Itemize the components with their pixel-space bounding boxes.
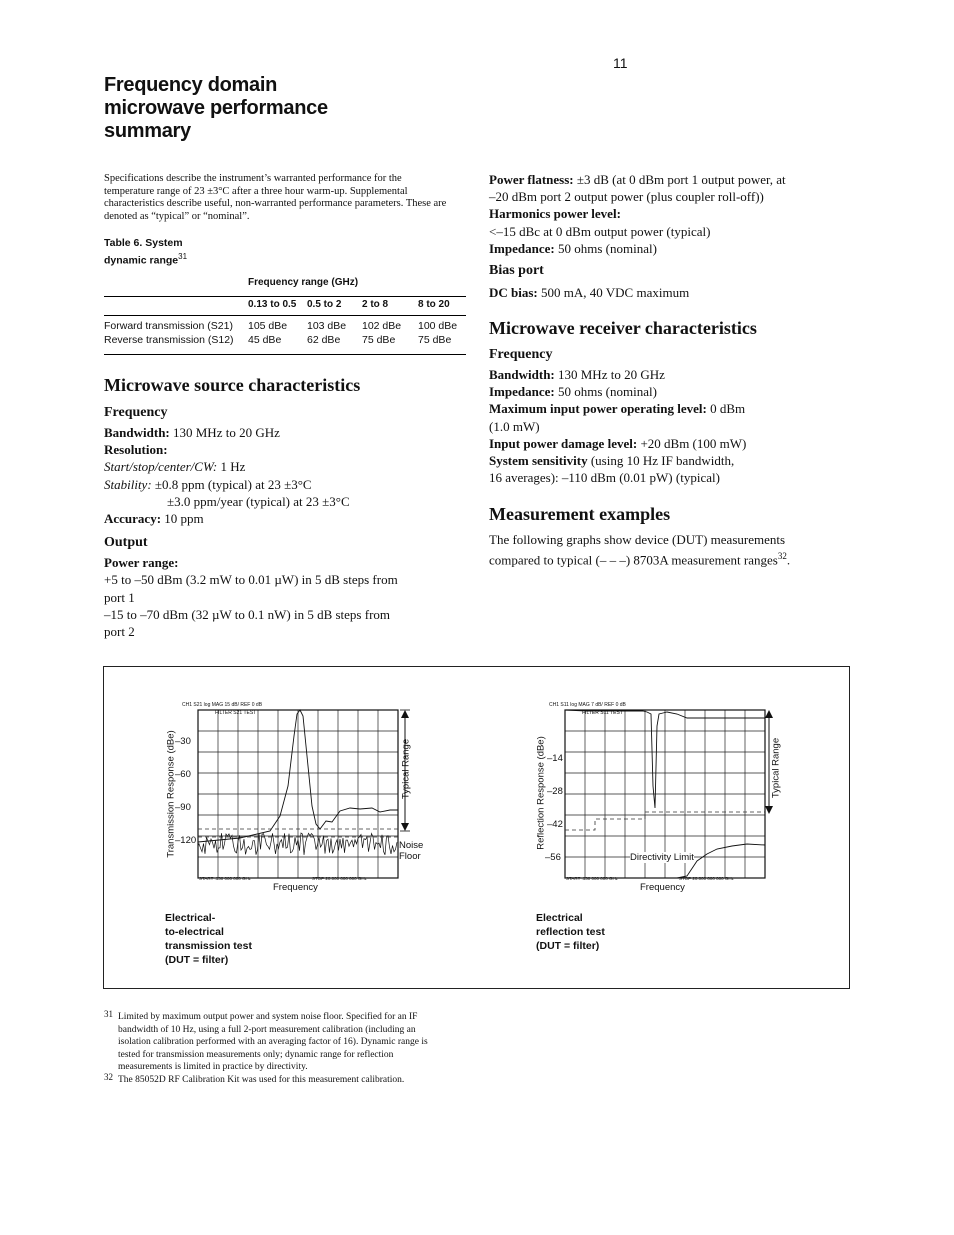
screen-subheader: FILTER S11 TEST — [582, 710, 623, 716]
screen-header: CH1 S11 log MAG 7 dB/ REF 0 dB — [549, 702, 626, 708]
spec-label: Impedance: — [489, 384, 555, 400]
spec-label: Input power damage level: — [489, 435, 638, 451]
section-heading: Microwave receiver characteristics — [489, 318, 757, 338]
spec-value: 500 mA, 40 VDC maximum — [537, 285, 690, 300]
screen-footer: START .130 000 000 GHz — [199, 876, 252, 881]
reflection-plot — [527, 696, 787, 896]
spec-value: +20 dBm (100 mW) — [637, 435, 747, 451]
footnote — [104, 1071, 444, 1087]
footnote-text: Limited by maximum output power and system noise floor. Specified for an IF bandwidth of 10 Hz, using a full 2-port measurement calibration (including an isolation calibration performed with an averaging factor of 16). Dynamic range is tested for transmission measurements only; dynamic range for reflection measurements is limited in practice by directivity. — [118, 1012, 428, 1072]
y-tick-label: –14 — [547, 753, 563, 764]
y-tick-label: –120 — [175, 835, 197, 846]
y-tick-label: –30 — [175, 736, 191, 747]
table-rule — [104, 315, 466, 316]
spec-value: 10 ppm — [161, 511, 204, 527]
spec-value: 50 ohms (nominal) — [554, 240, 657, 256]
spec-value: port 1 — [104, 589, 135, 605]
screen-subheader: FILTER S21 TEST — [215, 710, 257, 716]
examples-text: compared to typical (– – –) 8703A measurement ranges — [489, 552, 778, 568]
footnote-number: 31 — [104, 1009, 113, 1019]
table-row-label: Reverse transmission (S12) — [104, 334, 234, 346]
table-column-header: 2 to 8 — [362, 299, 389, 310]
table-column-header: 0.13 to 0.5 — [248, 299, 297, 310]
spec-value: <–15 dBc at 0 dBm output power (typical) — [489, 223, 711, 239]
y-tick-label: –60 — [175, 769, 191, 780]
arrow-head-icon — [765, 806, 773, 814]
spec-label: Power flatness: — [489, 172, 574, 187]
footnotes — [104, 1011, 444, 1086]
spec-label: Bandwidth: — [489, 367, 555, 382]
spec-block — [104, 424, 454, 527]
directivity-limit-label: Directivity Limit — [630, 852, 694, 863]
spec-value: ±0.8 ppm (typical) at 23 ±3°C — [151, 476, 312, 492]
spec-value: +5 to –50 dBm (3.2 mW to 0.01 µW) in 5 dB steps from — [104, 572, 398, 588]
typical-range-label: Typical Range — [770, 737, 782, 799]
spec-label: Maximum input power operating level: — [489, 401, 707, 417]
y-axis-label: Reflection Response (dBe) — [535, 736, 547, 850]
spec-value: ±3 dB (at 0 dBm port 1 output power, at — [573, 172, 786, 187]
x-axis-label: Frequency — [640, 882, 685, 893]
spec-value: –15 to –70 dBm (32 µW to 0.1 nW) in 5 dB steps from — [104, 606, 391, 622]
table-column-header: 8 to 20 — [418, 299, 450, 310]
spec-value: 1 Hz — [217, 459, 246, 475]
footnote-number: 32 — [104, 1071, 113, 1082]
table-rule — [104, 354, 466, 355]
y-tick-label: –56 — [545, 852, 561, 863]
arrow-head-icon — [401, 823, 409, 831]
y-axis-label: Transmission Response (dBe) — [165, 730, 177, 858]
page-number: 11 — [613, 55, 628, 71]
noise-floor-label-line: Floor — [399, 851, 421, 862]
examples-section — [489, 504, 849, 569]
spec-label: System sensitivity — [489, 453, 588, 469]
y-tick-label: –42 — [547, 819, 563, 830]
intro-paragraph: Specifications describe the instrument’s warranted performance for the temperature range of 23 ±3°C after a three hour warm-up. Supplemental characteristics describe useful, non-warranted performance parameters. These are denoted as “typical” or “nominal”. — [104, 173, 447, 222]
y-tick-label: –28 — [547, 786, 563, 797]
title-line: microwave performance — [104, 97, 328, 119]
table-column-header: 0.5 to 2 — [307, 299, 342, 310]
spec-label: Stability: — [104, 476, 152, 492]
spec-block — [489, 366, 849, 486]
arrow-head-icon — [401, 710, 409, 718]
table-caption-line: Table 6. System — [104, 237, 183, 249]
footnote-ref: 32 — [777, 551, 787, 562]
noise-floor-label-line: Noise — [399, 840, 424, 851]
subsection-heading: Bias port — [489, 263, 544, 278]
footnote — [104, 1011, 444, 1074]
spec-label: Impedance: — [489, 240, 555, 256]
table-group-header: Frequency range (GHz) — [248, 277, 359, 288]
caption-line: Electrical- — [165, 912, 216, 924]
y-tick-label: –90 — [175, 802, 191, 813]
caption-line: (DUT = filter) — [165, 954, 229, 966]
typical-range-label: Typical Range — [400, 738, 412, 800]
x-axis-label: Frequency — [273, 882, 318, 893]
table-caption-line: dynamic range — [104, 254, 179, 267]
title-line: summary — [104, 120, 191, 142]
screen-grid — [198, 710, 398, 878]
table-cell: 100 dBe — [418, 320, 458, 332]
power-specs — [489, 171, 849, 257]
table-row-label: Forward transmission (S21) — [104, 320, 233, 332]
subsection-heading: Frequency — [104, 405, 168, 420]
subsection-heading: Output — [104, 535, 148, 551]
caption-line: transmission test — [165, 940, 252, 952]
spec-label: Accuracy: — [104, 511, 162, 527]
footnote-ref: 31 — [178, 252, 188, 261]
screen-footer: START .130 000 000 GHz — [566, 876, 619, 881]
caption-line: reflection test — [536, 926, 605, 938]
spec-value: ±3.0 ppm/year (typical) at 23 ±3°C — [167, 493, 350, 509]
bias-port-section — [489, 263, 849, 301]
spec-label: DC bias: — [489, 285, 538, 300]
screen-footer: STOP 20.000 000 000 GHz — [679, 876, 734, 881]
spec-block — [104, 554, 454, 640]
title-line: Frequency domain — [104, 74, 278, 96]
spec-value: (using 10 Hz IF bandwidth, — [587, 453, 735, 469]
table-cell: 62 dBe — [307, 334, 341, 346]
figure-caption — [536, 911, 605, 953]
table-caption — [104, 237, 187, 268]
subsection-heading: Frequency — [489, 347, 553, 362]
section-heading: Measurement examples — [489, 504, 671, 524]
examples-text: . — [786, 552, 791, 568]
spec-label: Start/stop/center/CW: — [104, 459, 218, 475]
arrow-head-icon — [765, 710, 773, 718]
noise-floor-label — [399, 840, 423, 862]
table-cell: 103 dBe — [307, 320, 347, 332]
caption-line: to-electrical — [165, 926, 224, 938]
spec-label: Power range: — [104, 555, 179, 571]
table-cell: 102 dBe — [362, 320, 402, 332]
screen-footer: STOP 20.000 000 000 GHz — [312, 876, 367, 881]
spec-value: (1.0 mW) — [489, 418, 540, 434]
caption-line: (DUT = filter) — [536, 940, 600, 952]
spec-value: 16 averages): –110 dBm (0.01 pW) (typical) — [489, 470, 720, 486]
spec-value: 130 MHz to 20 GHz — [554, 367, 665, 382]
figure-caption — [165, 911, 252, 967]
table-cell: 105 dBe — [248, 320, 288, 332]
spec-value: port 2 — [104, 624, 135, 640]
footnote-text: The 85052D RF Calibration Kit was used for this measurement calibration. — [118, 1074, 405, 1085]
table-cell: 45 dBe — [248, 334, 282, 346]
spec-value: 130 MHz to 20 GHz — [169, 425, 280, 440]
spec-value: 50 ohms (nominal) — [554, 384, 657, 400]
table-cell: 75 dBe — [362, 334, 396, 346]
table-rule — [104, 296, 466, 297]
spec-value: 0 dBm — [706, 401, 746, 417]
source-section — [104, 375, 454, 640]
screen-header: CH1 S21 log MAG 15 dB/ REF 0 dB — [182, 702, 263, 708]
receiver-section — [489, 318, 849, 486]
spec-label: Resolution: — [104, 442, 168, 458]
transmission-plot — [160, 696, 460, 896]
spec-label: Bandwidth: — [104, 425, 170, 440]
spec-label: Harmonics power level: — [489, 206, 621, 222]
section-heading: Microwave source characteristics — [104, 375, 361, 395]
page-title — [104, 74, 328, 143]
spec-value: –20 dBm port 2 output power (plus coupler roll-off)) — [489, 189, 764, 205]
caption-line: Electrical — [536, 912, 583, 924]
examples-text: The following graphs show device (DUT) measurements — [489, 532, 786, 547]
table-cell: 75 dBe — [418, 334, 452, 346]
